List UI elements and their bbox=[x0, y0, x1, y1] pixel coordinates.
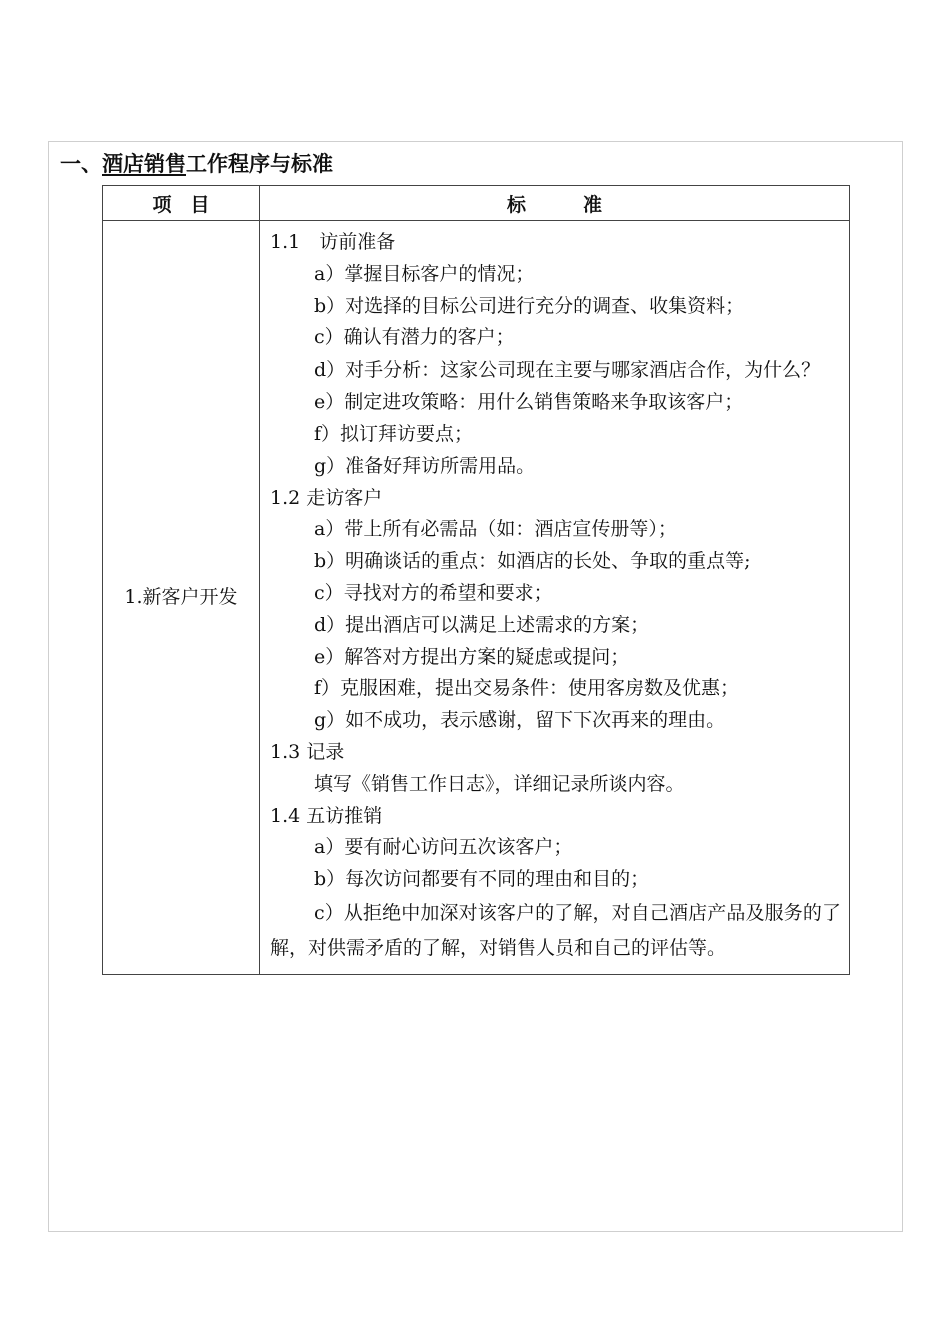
list-item: a）掌握目标客户的情况； bbox=[314, 262, 535, 285]
list-item: g）如不成功，表示感谢，留下下次再来的理由。 bbox=[314, 709, 726, 732]
header-standard: 标 准 bbox=[260, 186, 850, 221]
section-heading-1-2: 1.2 走访客户 bbox=[270, 486, 383, 509]
list-item: d）提出酒店可以满足上述需求的方案； bbox=[314, 613, 650, 636]
item-cell: 1.新客户开发 bbox=[103, 221, 260, 975]
list-item: f）克服困难，提出交易条件：使用客房数及优惠； bbox=[314, 677, 740, 700]
list-item: b）对选择的目标公司进行充分的调查、收集资料； bbox=[314, 294, 745, 317]
list-item: b）每次访问都要有不同的理由和目的； bbox=[314, 868, 650, 891]
list-item: e）解答对方提出方案的疑虑或提问； bbox=[314, 645, 630, 668]
list-item: f）拟订拜访要点； bbox=[314, 422, 474, 445]
list-item: c）寻找对方的希望和要求； bbox=[314, 581, 553, 604]
list-item: d）对手分析：这家公司现在主要与哪家酒店合作，为什么？ bbox=[314, 359, 821, 382]
list-item: 填写《销售工作日志》，详细记录所谈内容。 bbox=[314, 772, 685, 795]
list-item: a）带上所有必需品（如：酒店宣传册等）； bbox=[314, 518, 677, 541]
section-heading-1-3: 1.3 记录 bbox=[270, 740, 345, 763]
standards-table bbox=[102, 185, 850, 975]
list-item: g）准备好拜访所需用品。 bbox=[314, 454, 536, 477]
section-title-rest: 工作程序与标准 bbox=[186, 152, 333, 176]
table-header-row bbox=[103, 186, 850, 221]
section-title-underlined: 酒店销售 bbox=[102, 152, 186, 176]
section-heading-1-1: 1.1 访前准备 bbox=[270, 231, 396, 253]
list-item: b）明确谈话的重点：如酒店的长处、争取的重点等; bbox=[314, 550, 751, 573]
section-number: 一、 bbox=[60, 152, 102, 176]
header-item: 项 目 bbox=[103, 186, 260, 221]
list-item: a）要有耐心访问五次该客户； bbox=[314, 836, 573, 859]
list-item: c）确认有潜力的客户； bbox=[314, 326, 515, 349]
section-heading-1-4: 1.4 五访推销 bbox=[270, 804, 383, 827]
section-title bbox=[60, 148, 333, 178]
list-item: c）从拒绝中加深对该客户的了解，对自己酒店产品及服务的了解，对供需矛盾的了解，对销售人员和自己的评估等。 bbox=[270, 901, 841, 959]
list-item: e）制定进攻策略：用什么销售策略来争取该客户； bbox=[314, 391, 744, 414]
table-row bbox=[103, 221, 850, 975]
standard-cell bbox=[260, 221, 850, 975]
